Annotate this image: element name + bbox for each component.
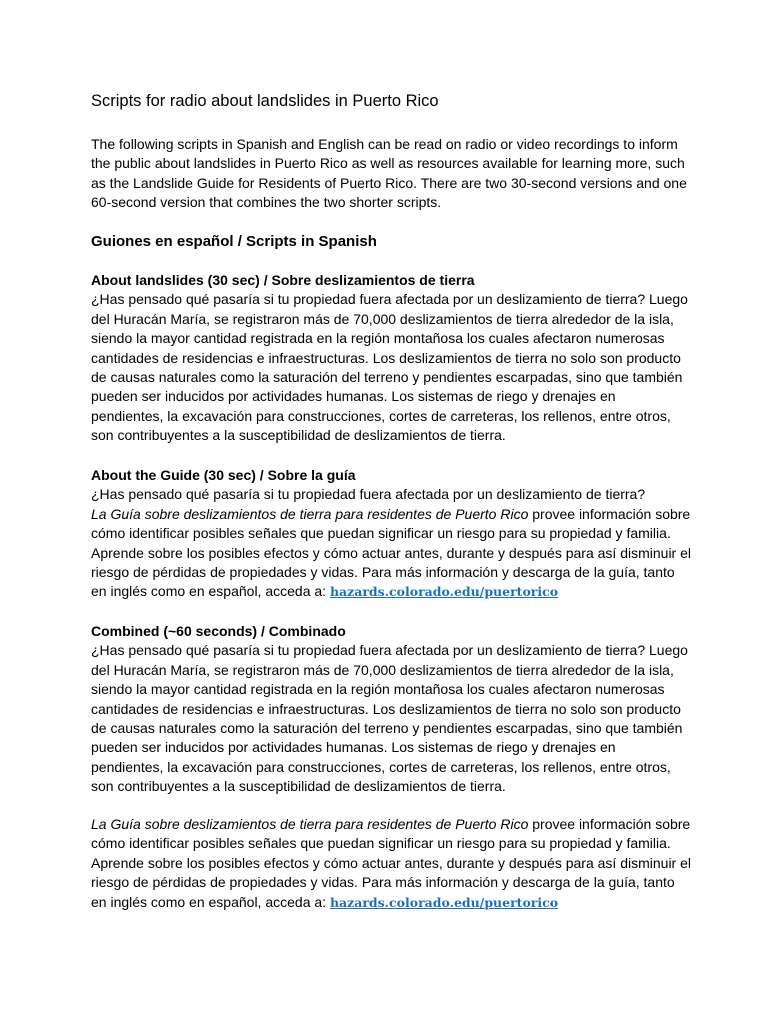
script-body: ¿Has pensado qué pasaría si tu propiedad fuera afectada por un deslizamiento de tierra? Luego del Huracán María, se registraron más de 70,000 deslizamientos de tierra alrededor de la isla, siendo la mayor cantidad registrada en la región montañosa los cuales afectaron numerosas cantidades de residencias e infraestructuras. Los deslizamientos de tierra no solo son producto de causas naturales como la saturación del terreno y pendientes escarpadas, sino que también pueden ser inducidos por actividades humanas. Los sistemas de riego y drenajes en pendientes, la excavación para construcciones, cortes de carreteras, los rellenos, entre otros, son contribuyentes a la susceptibilidad de deslizamientos de tierra. <box>91 291 688 444</box>
script-heading: Combined (~60 seconds) / Combinado <box>91 623 346 639</box>
script-body: ¿Has pensado qué pasaría si tu propiedad fuera afectada por un deslizamiento de tierra? Luego del Huracán María, se registraron más de 70,000 deslizamientos de tierra alrededor de la isla, siendo la mayor cantidad registrada en la región montañosa los cuales afectaron numerosas cantidades de residencias e infraestructuras. Los deslizamientos de tierra no solo son producto de causas naturales como la saturación del terreno y pendientes escarpadas, sino que también pueden ser inducidos por actividades humanas. Los sistemas de riego y drenajes en pendientes, la excavación para construcciones, cortes de carreteras, los rellenos, entre otros, son contribuyentes a la susceptibilidad de deslizamientos de tierra. <box>91 642 688 795</box>
guide-link[interactable]: hazards.colorado.edu/puertorico <box>329 894 559 910</box>
section-heading: Guiones en español / Scripts in Spanish <box>91 233 377 250</box>
script-lead: ¿Has pensado qué pasaría si tu propiedad fuera afectada por un deslizamiento de tierra? <box>91 486 646 503</box>
script-body <box>91 485 691 601</box>
script-body-text: provee información sobre cómo identificar posibles señales que puedan significar un riesgo para su propiedad y familia. Aprende sobre los posibles efectos y cómo actuar antes, durante y después para así disminuir el riesgo de pérdidas de propiedades y vidas. Para más información y descarga de la guía, tanto en inglés como en español, acceda a: <box>91 816 691 910</box>
script-heading: About landslides (30 sec) / Sobre deslizamientos de tierra <box>91 272 475 288</box>
intro-paragraph: The following scripts in Spanish and English can be read on radio or video recordings to inform the public about landslides in Puerto Rico as well as resources available for learning more, such as the Landslide Guide for Residents of Puerto Rico. There are two 30-second versions and one 60-second version that combines the two shorter scripts. <box>91 136 687 211</box>
script-heading: About the Guide (30 sec) / Sobre la guía <box>91 467 356 483</box>
script-combined-continued <box>91 815 691 912</box>
document-title: Scripts for radio about landslides in Puerto Rico <box>91 92 439 110</box>
guide-link[interactable]: hazards.colorado.edu/puertorico <box>329 584 559 600</box>
script-combined <box>91 622 691 797</box>
script-body <box>91 815 691 912</box>
script-about-landslides <box>91 271 691 446</box>
script-about-guide <box>91 466 691 602</box>
guide-title: La Guía sobre deslizamientos de tierra para residentes de Puerto Rico <box>91 505 529 522</box>
guide-title: La Guía sobre deslizamientos de tierra para residentes de Puerto Rico <box>91 816 529 832</box>
script-body-text: provee información sobre cómo identificar posibles señales que puedan significar un riesgo para su propiedad y familia. Aprende sobre los posibles efectos y cómo actuar antes, durante y después para así disminuir el riesgo de pérdidas de propiedades y vidas. Para más información y descarga de la guía, tanto en inglés como en español, acceda a: <box>91 505 691 600</box>
